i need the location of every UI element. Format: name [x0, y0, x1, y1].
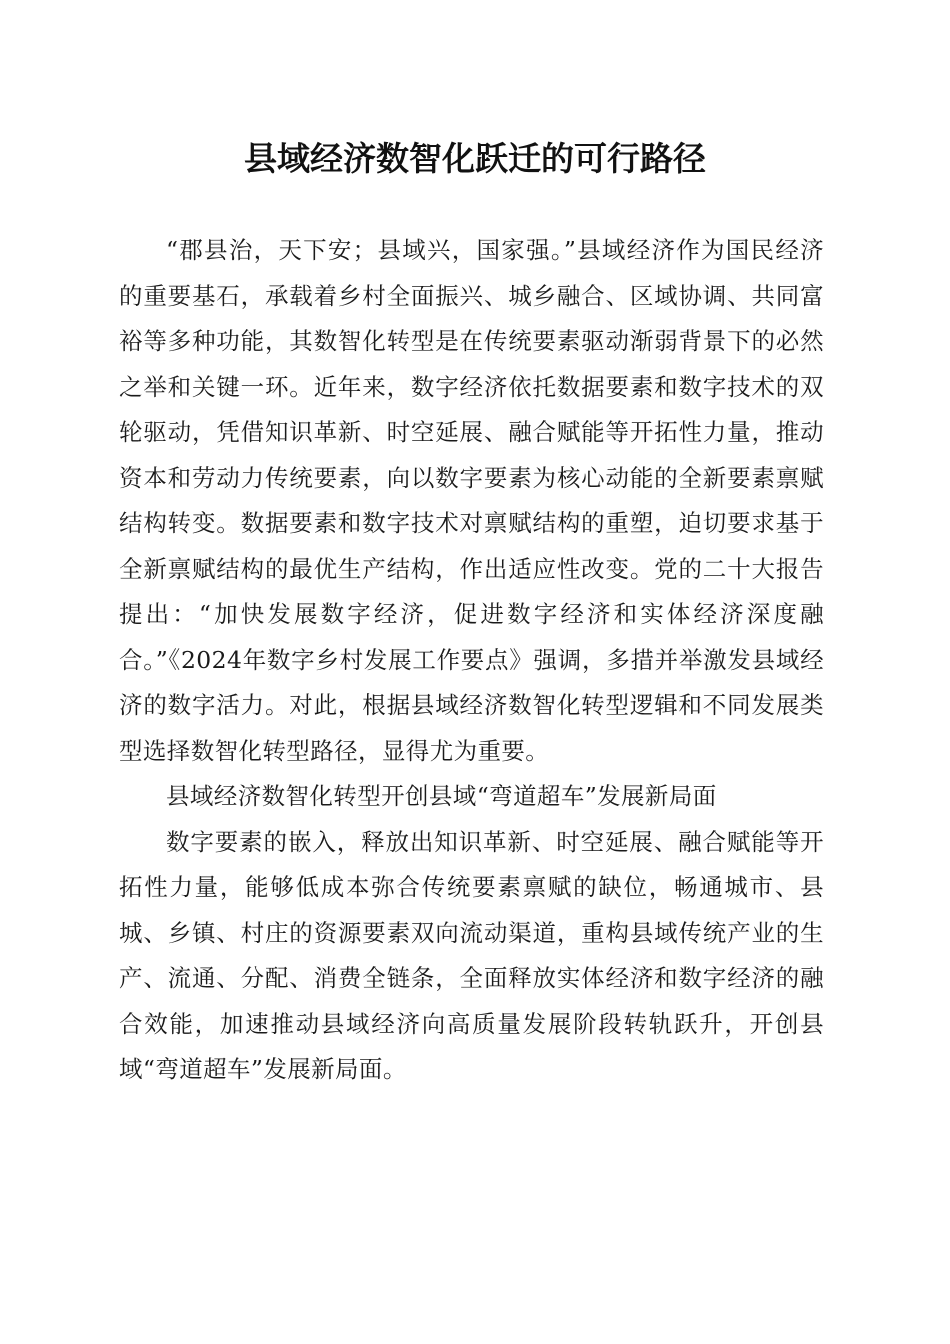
document-title: 县域经济数智化跃迁的可行路径	[244, 139, 706, 178]
section-heading: 县域经济数智化转型开创县域“弯道超车”发展新局面	[166, 782, 717, 810]
intro-paragraph: “郡县治，天下安；县域兴，国家强。”县域经济作为国民经济的重要基石，承载着乡村全面振兴、城乡融合、区域协调、共同富裕等多种功能，其数智化转型是在传统要素驱动渐弱背景下的必然之举和关键一环。近年来，数字经济依托数据要素和数字技术的双轮驱动，凭借知识革新、时空延展、融合赋能等开拓性力量，推动资本和劳动力传统要素，向以数字要素为核心动能的全新要素禀赋结构转变。数据要素和数字技术对禀赋结构的重塑，迫切要求基于全新禀赋结构的最优生产结构，作出适应性改变。党的二十大报告提出：“加快发展数字经济，促进数字经济和实体经济深度融合。”《2024年数字乡村发展工作要点》强调，多措并举激发县域经济的数字活力。对此，根据县域经济数智化转型逻辑和不同发展类型选择数智化转型路径，显得尤为重要。	[119, 236, 824, 765]
document-body	[119, 228, 824, 1093]
section-paragraph: 数字要素的嵌入，释放出知识革新、时空延展、融合赋能等开拓性力量，能够低成本弥合传统要素禀赋的缺位，畅通城市、县城、乡镇、村庄的资源要素双向流动渠道，重构县域传统产业的生产、流通、分配、消费全链条，全面释放实体经济和数字经济的融合效能，加速推动县域经济向高质量发展阶段转轨跃升，开创县域“弯道超车”发展新局面。	[119, 827, 824, 1083]
